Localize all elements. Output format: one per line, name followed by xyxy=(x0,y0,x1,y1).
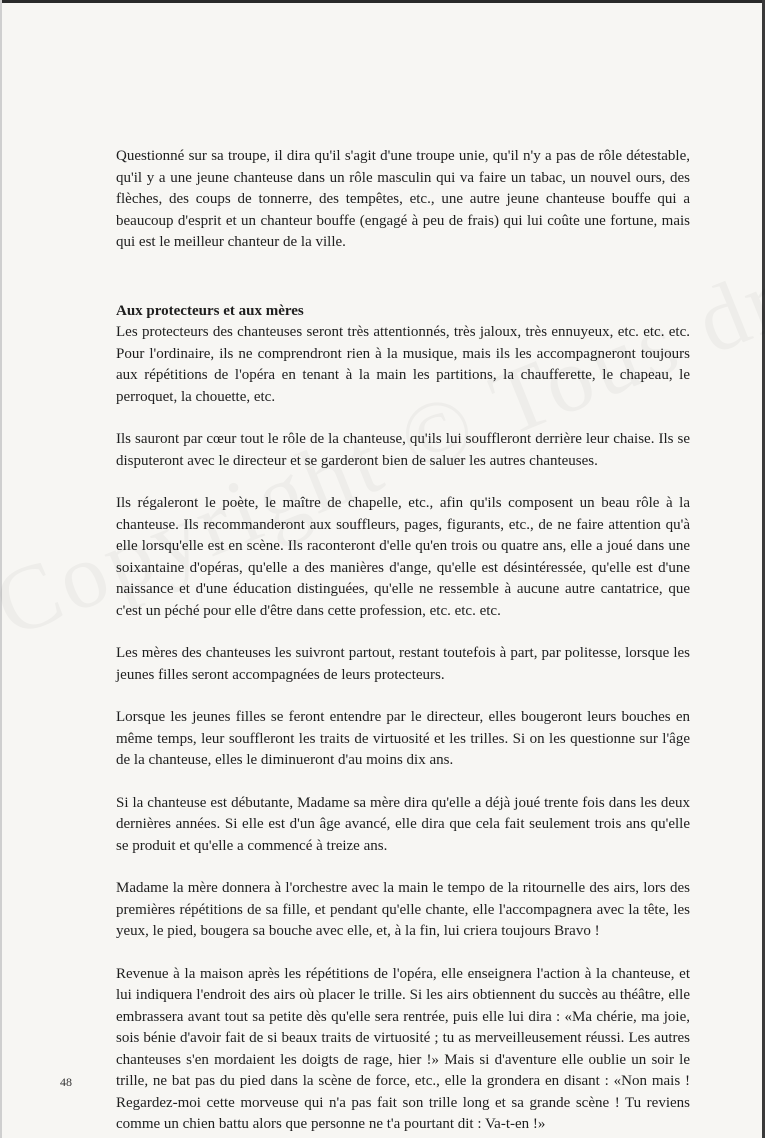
section-paragraph-4: Les mères des chanteuses les suivront partout, restant toutefois à part, par politesse, lorsque les jeunes filles seront accompagnées de leurs protecteurs. xyxy=(116,645,690,683)
paragraph-spacer xyxy=(116,408,690,429)
section-paragraph-2: Ils sauront par cœur tout le rôle de la chanteuse, qu'ils lui souffleront derrière leur chaise. Ils se disputeront avec le directeur et se garderont bien de saluer les autres chanteuses. xyxy=(116,431,690,469)
paragraph-spacer xyxy=(116,472,690,493)
intro-paragraph: Questionné sur sa troupe, il dira qu'il s'agit d'une troupe unie, qu'il n'y a pas de rôle détestable, qu'il y a une jeune chanteuse dans un rôle masculin qui va faire un tabac, un nouvel ours, des flèches, des coups de tonnerre, des tempêtes, etc., une autre jeune chanteuse bouffe qui a beaucoup d'esprit et un chanteur bouffe (engagé à peu de frais) qui lui coûte une fortune, mais qui est le meilleur chanteur de la ville. xyxy=(116,148,690,250)
section-paragraph-7: Madame la mère donnera à l'orchestre avec la main le tempo de la ritournelle des airs, lors des premières répétitions de sa fille, et pendant qu'elle chante, elle l'accompagnera avec la tête, les yeux, le pied, bougera sa bouche avec elle, et, à la fin, lui criera toujours Bravo ! xyxy=(116,880,690,939)
section-paragraph-6: Si la chanteuse est débutante, Madame sa mère dira qu'elle a déjà joué trente fois dans les deux dernières années. Si elle est d'un âge avancé, elle dira que cela fait seulement trois ans qu'elle se produit et qu'elle a commencé à treize ans. xyxy=(116,794,690,854)
page-body xyxy=(116,146,690,1136)
section-spacer xyxy=(116,254,690,301)
section-paragraph-3: Ils régaleront le poète, le maître de chapelle, etc., afin qu'ils composent un beau rôle à la chanteuse. Ils recommanderont aux souffleurs, pages, figurants, etc., de ne faire attention qu'à elle lorsqu'elle est en scène. Ils raconteront d'elle qu'en trois ou quatre ans, elle a joué dans une soixantaine d'opéras, qu'elle a des manières d'ange, qu'elle est désintéressée, qu'elle est d'une naissance et d'une éducation distinguées, qu'elle ne ressemble à aucune autre cantatrice, que c'est un péché pour elle d'être dans cette profession, etc. etc. etc. xyxy=(116,495,690,619)
scan-left-edge xyxy=(0,0,2,1138)
paragraph-spacer xyxy=(116,857,690,878)
paragraph-spacer xyxy=(116,622,690,643)
section-paragraph-8: Revenue à la maison après les répétitions de l'opéra, elle enseignera l'action à la chanteuse, et lui indiquera l'endroit des airs où placer le trille. Si les airs obtiennent du succès au théâtre, elle embrassera avant tout sa petite dès qu'elle sera rentrée, puis elle lui dira : «Ma chérie, ma joie, sois bénie d'avoir fait de si beaux traits de virtuosité ; tu as merveilleusement réussi. Les autres chanteuses s'en mordaient les doigts de rage, hier !» Mais si d'aventure elle oublie un soir le trille, ne bat pas du pied dans la scène de force, etc., elle la grondera en disant : «Non mais ! Regardez-moi cette morveuse qui n'a pas fait son trille long et sa grande scène ! Tu reviens comme un chien battu alors que personne ne t'a pourtant dit : Va-t-en !» xyxy=(116,965,690,1132)
page-number: 48 xyxy=(60,1075,72,1089)
paragraph-spacer xyxy=(116,943,690,964)
paragraph-spacer xyxy=(116,772,690,793)
scan-top-edge xyxy=(0,0,765,3)
section-paragraph-1: Les protecteurs des chanteuses seront très attentionnés, très jaloux, très ennuyeux, etc. etc. etc. Pour l'ordinaire, ils ne comprendront rien à la musique, mais ils les accompagneront toujours aux répétitions de l'opéra en tenant à la main les partitions, la chaufferette, le chapeau, le perroquet, la chouette, etc. xyxy=(116,324,690,405)
paragraph-spacer xyxy=(116,686,690,707)
section-heading: Aux protecteurs et aux mères xyxy=(116,302,304,319)
section-paragraph-5: Lorsque les jeunes filles se feront entendre par le directeur, elles bougeront leurs bouches en même temps, leur souffleront les traits de virtuosité et les trilles. Si on les questionne sur l'âge de la chanteuse, elles le diminueront d'au moins dix ans. xyxy=(116,709,690,768)
